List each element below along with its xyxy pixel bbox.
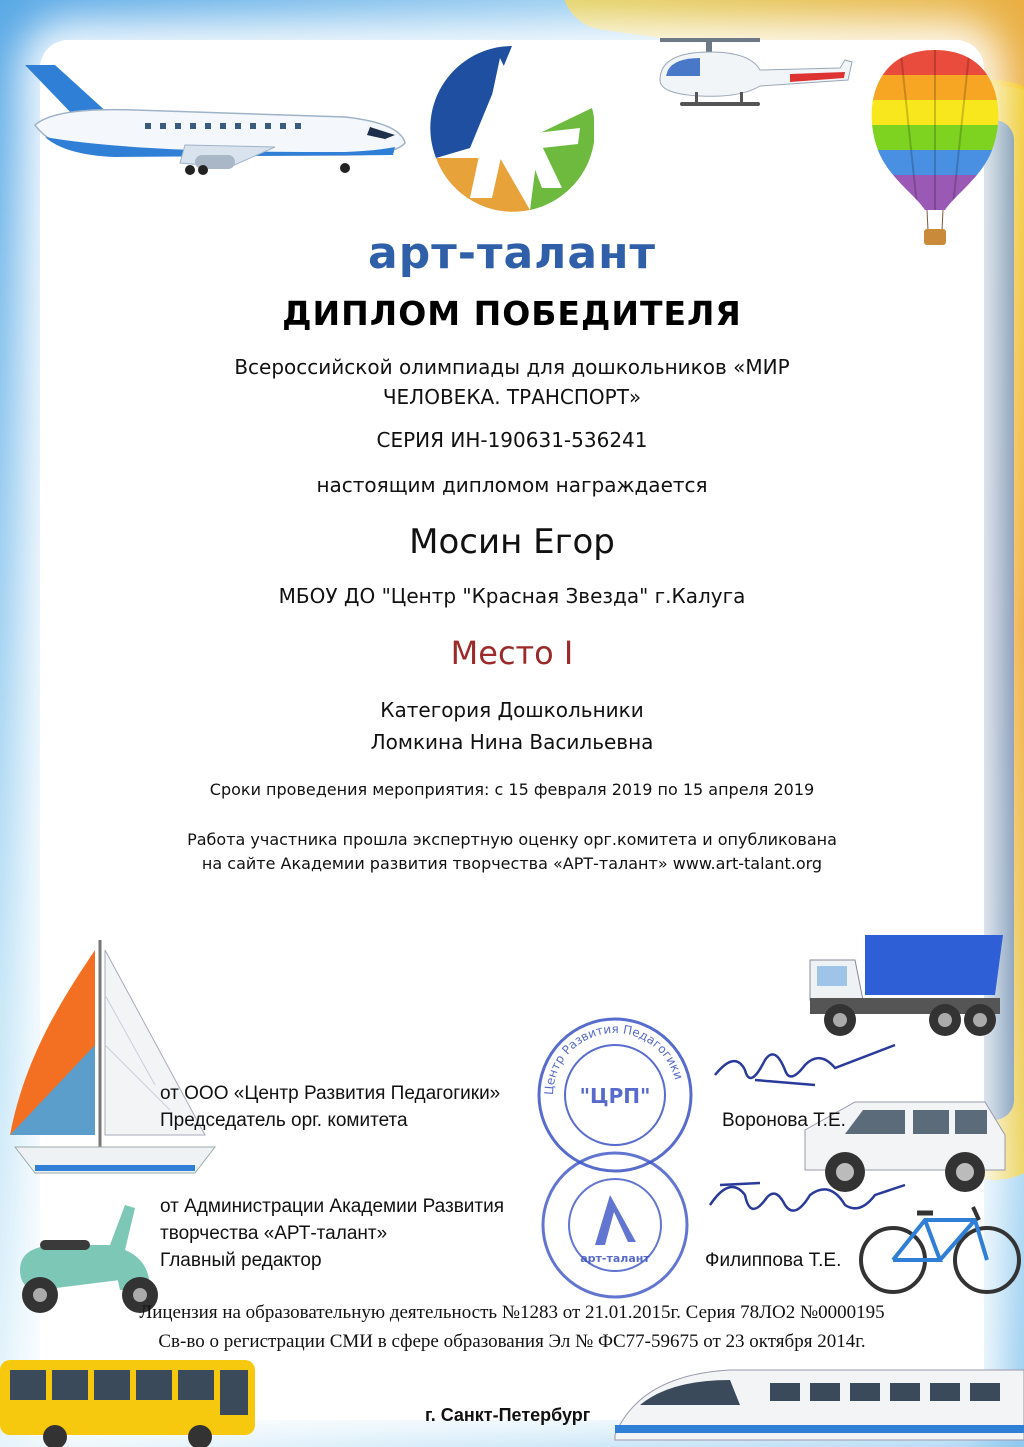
recipient-organization: МБОУ ДО "Центр "Красная Звезда" г.Калуга <box>278 584 746 608</box>
awarded-text: настоящим дипломом награждается <box>316 473 708 497</box>
sig1-role: Председатель орг. комитета <box>160 1110 408 1131</box>
category-block <box>0 694 1024 758</box>
signature-block-1 <box>160 1080 500 1134</box>
stamp-art-talant <box>540 1150 690 1300</box>
sig2-org: от Администрации Академии Развития <box>160 1196 505 1217</box>
review-line-1: Работа участника прошла экспертную оценку орг.комитета и опубликована <box>187 830 837 849</box>
train-illustration <box>610 1355 1024 1447</box>
bus-illustration <box>0 1355 260 1447</box>
stamp-ring-text: Центр Развития Педагогики <box>541 1021 686 1096</box>
event-dates: Сроки проведения мероприятия: с 15 февраля 2019 по 15 апреля 2019 <box>209 780 815 799</box>
brand-name: арт-талант <box>368 228 656 279</box>
license-text: Лицензия на образовательную деятельность №1283 от 21.01.2015г. Серия 78ЛО2 №0000195 <box>139 1302 885 1323</box>
signature-block-2 <box>160 1193 504 1274</box>
dump-truck-illustration <box>805 930 1005 1040</box>
review-line-2: на сайте Академии развития творчества «АРТ-талант» www.art-talant.org <box>201 854 823 873</box>
teacher-name: Ломкина Нина Васильевна <box>370 730 654 754</box>
sailboat-illustration <box>5 935 220 1185</box>
signature-filippova <box>700 1165 910 1240</box>
registration-text: Св-во о регистрации СМИ в сфере образования Эл № ФС77-59675 от 23 октября 2014г. <box>158 1331 866 1352</box>
sig1-name: Воронова Т.Е. <box>722 1110 846 1131</box>
sig2-org-cont: творчества «АРТ-талант» <box>160 1223 388 1244</box>
diploma-title: ДИПЛОМ ПОБЕДИТЕЛЯ <box>282 294 742 333</box>
sig2-name: Филиппова Т.Е. <box>705 1250 842 1271</box>
sig2-role: Главный редактор <box>160 1250 322 1271</box>
helicopter-illustration <box>640 30 855 115</box>
stamp-center-text: "ЦРП" <box>579 1084 651 1108</box>
airplane-illustration <box>15 55 410 180</box>
recipient-name: Мосин Егор <box>409 522 615 562</box>
diploma-series: СЕРИЯ ИН-190631-536241 <box>376 428 648 452</box>
art-talant-logo <box>430 38 594 216</box>
stamp-bottom-text: арт-талант <box>580 1252 650 1265</box>
review-note <box>0 828 1024 876</box>
olympiad-name: Всероссийской олимпиады для дошкольников «МИР ЧЕЛОВЕКА. ТРАНСПОРТ» <box>234 355 790 409</box>
city-text: г. Санкт-Петербург <box>425 1405 591 1425</box>
category-label: Категория Дошкольники <box>380 698 644 722</box>
hot-air-balloon-illustration <box>860 45 1010 250</box>
place-award: Место I <box>450 634 574 672</box>
signature-voronova <box>695 1030 905 1110</box>
sig1-org: от ООО «Центр Развития Педагогики» <box>160 1083 501 1104</box>
